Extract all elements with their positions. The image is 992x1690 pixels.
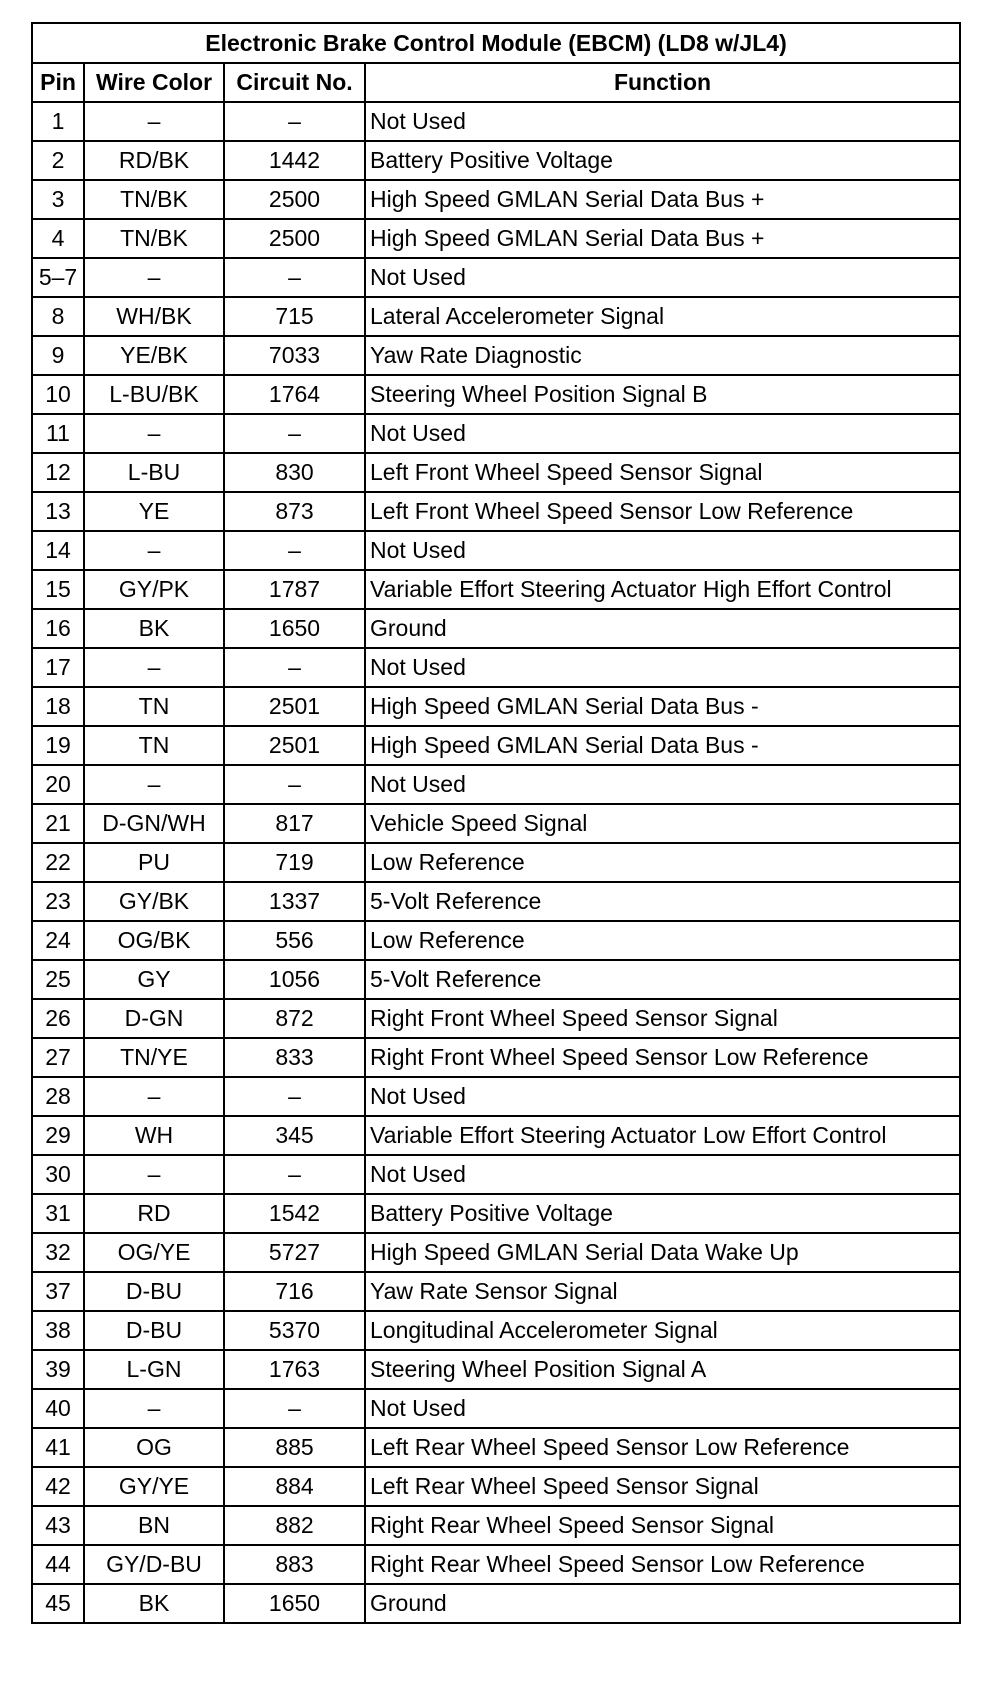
pin-cell: 28 bbox=[32, 1077, 84, 1116]
table-row bbox=[32, 531, 960, 570]
table-row bbox=[32, 1467, 960, 1506]
wire-color-cell: – bbox=[84, 1155, 224, 1194]
function-cell: Not Used bbox=[365, 414, 960, 453]
function-cell: Left Front Wheel Speed Sensor Low Reference bbox=[365, 492, 960, 531]
pin-cell: 21 bbox=[32, 804, 84, 843]
wire-color-cell: TN/BK bbox=[84, 180, 224, 219]
wire-color-cell: BK bbox=[84, 1584, 224, 1623]
pin-cell: 40 bbox=[32, 1389, 84, 1428]
function-cell: Not Used bbox=[365, 531, 960, 570]
pin-cell: 19 bbox=[32, 726, 84, 765]
table-row bbox=[32, 1584, 960, 1623]
pin-cell: 37 bbox=[32, 1272, 84, 1311]
pin-cell: 45 bbox=[32, 1584, 84, 1623]
function-cell: Right Rear Wheel Speed Sensor Low Reference bbox=[365, 1545, 960, 1584]
wire-color-cell: GY bbox=[84, 960, 224, 999]
header-pin: Pin bbox=[32, 63, 84, 102]
pin-cell: 38 bbox=[32, 1311, 84, 1350]
circuit-no-cell: – bbox=[224, 1389, 365, 1428]
wire-color-cell: GY/PK bbox=[84, 570, 224, 609]
pin-cell: 44 bbox=[32, 1545, 84, 1584]
circuit-no-cell: 719 bbox=[224, 843, 365, 882]
function-cell: Not Used bbox=[365, 1077, 960, 1116]
function-cell: Vehicle Speed Signal bbox=[365, 804, 960, 843]
circuit-no-cell: 1650 bbox=[224, 609, 365, 648]
header-function: Function bbox=[365, 63, 960, 102]
table-row bbox=[32, 999, 960, 1038]
wire-color-cell: TN bbox=[84, 687, 224, 726]
table-row bbox=[32, 1155, 960, 1194]
function-cell: Left Front Wheel Speed Sensor Signal bbox=[365, 453, 960, 492]
wire-color-cell: OG/BK bbox=[84, 921, 224, 960]
circuit-no-cell: 2501 bbox=[224, 726, 365, 765]
function-cell: 5-Volt Reference bbox=[365, 882, 960, 921]
circuit-no-cell: – bbox=[224, 1077, 365, 1116]
circuit-no-cell: 1787 bbox=[224, 570, 365, 609]
table-row bbox=[32, 297, 960, 336]
circuit-no-cell: – bbox=[224, 414, 365, 453]
wire-color-cell: D-GN bbox=[84, 999, 224, 1038]
table-row bbox=[32, 609, 960, 648]
table-row bbox=[32, 1311, 960, 1350]
function-cell: Left Rear Wheel Speed Sensor Signal bbox=[365, 1467, 960, 1506]
pin-cell: 14 bbox=[32, 531, 84, 570]
function-cell: Ground bbox=[365, 1584, 960, 1623]
wire-color-cell: TN/YE bbox=[84, 1038, 224, 1077]
wire-color-cell: D-BU bbox=[84, 1272, 224, 1311]
table-row bbox=[32, 960, 960, 999]
pin-cell: 30 bbox=[32, 1155, 84, 1194]
function-cell: Not Used bbox=[365, 258, 960, 297]
pin-cell: 24 bbox=[32, 921, 84, 960]
wire-color-cell: GY/BK bbox=[84, 882, 224, 921]
table-row bbox=[32, 687, 960, 726]
pin-cell: 39 bbox=[32, 1350, 84, 1389]
table-row bbox=[32, 1194, 960, 1233]
circuit-no-cell: – bbox=[224, 102, 365, 141]
wire-color-cell: OG bbox=[84, 1428, 224, 1467]
table-row bbox=[32, 1272, 960, 1311]
table-title: Electronic Brake Control Module (EBCM) (LD8 w/JL4) bbox=[32, 23, 960, 63]
pin-cell: 9 bbox=[32, 336, 84, 375]
table-row bbox=[32, 141, 960, 180]
circuit-no-cell: 716 bbox=[224, 1272, 365, 1311]
function-cell: Not Used bbox=[365, 1389, 960, 1428]
wire-color-cell: – bbox=[84, 531, 224, 570]
wire-color-cell: YE bbox=[84, 492, 224, 531]
function-cell: Right Front Wheel Speed Sensor Low Reference bbox=[365, 1038, 960, 1077]
table-row bbox=[32, 648, 960, 687]
table-row bbox=[32, 492, 960, 531]
circuit-no-cell: – bbox=[224, 648, 365, 687]
function-cell: High Speed GMLAN Serial Data Bus + bbox=[365, 219, 960, 258]
table-row bbox=[32, 804, 960, 843]
wire-color-cell: D-GN/WH bbox=[84, 804, 224, 843]
pin-cell: 12 bbox=[32, 453, 84, 492]
wire-color-cell: – bbox=[84, 1389, 224, 1428]
circuit-no-cell: 2501 bbox=[224, 687, 365, 726]
pin-cell: 26 bbox=[32, 999, 84, 1038]
function-cell: Low Reference bbox=[365, 921, 960, 960]
table-row bbox=[32, 453, 960, 492]
function-cell: High Speed GMLAN Serial Data Wake Up bbox=[365, 1233, 960, 1272]
circuit-no-cell: 884 bbox=[224, 1467, 365, 1506]
wire-color-cell: – bbox=[84, 258, 224, 297]
wire-color-cell: L-BU/BK bbox=[84, 375, 224, 414]
circuit-no-cell: 556 bbox=[224, 921, 365, 960]
function-cell: Left Rear Wheel Speed Sensor Low Reference bbox=[365, 1428, 960, 1467]
function-cell: Steering Wheel Position Signal A bbox=[365, 1350, 960, 1389]
wire-color-cell: – bbox=[84, 648, 224, 687]
function-cell: Low Reference bbox=[365, 843, 960, 882]
circuit-no-cell: 830 bbox=[224, 453, 365, 492]
wire-color-cell: BN bbox=[84, 1506, 224, 1545]
wire-color-cell: RD/BK bbox=[84, 141, 224, 180]
table-row bbox=[32, 1116, 960, 1155]
circuit-no-cell: – bbox=[224, 1155, 365, 1194]
table-row bbox=[32, 765, 960, 804]
circuit-no-cell: 715 bbox=[224, 297, 365, 336]
wire-color-cell: RD bbox=[84, 1194, 224, 1233]
table-row bbox=[32, 726, 960, 765]
wire-color-cell: BK bbox=[84, 609, 224, 648]
circuit-no-cell: 7033 bbox=[224, 336, 365, 375]
pin-cell: 43 bbox=[32, 1506, 84, 1545]
function-cell: Battery Positive Voltage bbox=[365, 141, 960, 180]
circuit-no-cell: 873 bbox=[224, 492, 365, 531]
table-row bbox=[32, 1038, 960, 1077]
pin-cell: 13 bbox=[32, 492, 84, 531]
table-row bbox=[32, 1077, 960, 1116]
function-cell: High Speed GMLAN Serial Data Bus - bbox=[365, 687, 960, 726]
pin-cell: 42 bbox=[32, 1467, 84, 1506]
table-row bbox=[32, 921, 960, 960]
pin-cell: 41 bbox=[32, 1428, 84, 1467]
pin-cell: 2 bbox=[32, 141, 84, 180]
function-cell: High Speed GMLAN Serial Data Bus + bbox=[365, 180, 960, 219]
circuit-no-cell: 833 bbox=[224, 1038, 365, 1077]
pin-cell: 3 bbox=[32, 180, 84, 219]
circuit-no-cell: 872 bbox=[224, 999, 365, 1038]
table-row bbox=[32, 219, 960, 258]
pin-cell: 22 bbox=[32, 843, 84, 882]
pin-cell: 29 bbox=[32, 1116, 84, 1155]
pin-cell: 31 bbox=[32, 1194, 84, 1233]
pin-cell: 8 bbox=[32, 297, 84, 336]
wire-color-cell: TN bbox=[84, 726, 224, 765]
pin-cell: 27 bbox=[32, 1038, 84, 1077]
table-row bbox=[32, 1428, 960, 1467]
pin-cell: 32 bbox=[32, 1233, 84, 1272]
function-cell: Ground bbox=[365, 609, 960, 648]
table-row bbox=[32, 1233, 960, 1272]
wire-color-cell: L-GN bbox=[84, 1350, 224, 1389]
table-row bbox=[32, 414, 960, 453]
function-cell: Not Used bbox=[365, 765, 960, 804]
function-cell: Right Front Wheel Speed Sensor Signal bbox=[365, 999, 960, 1038]
header-row bbox=[32, 63, 960, 102]
wire-color-cell: WH/BK bbox=[84, 297, 224, 336]
circuit-no-cell: – bbox=[224, 531, 365, 570]
table-row bbox=[32, 1506, 960, 1545]
pin-cell: 4 bbox=[32, 219, 84, 258]
function-cell: Yaw Rate Diagnostic bbox=[365, 336, 960, 375]
header-wire-color: Wire Color bbox=[84, 63, 224, 102]
table-row bbox=[32, 336, 960, 375]
pin-cell: 20 bbox=[32, 765, 84, 804]
circuit-no-cell: 2500 bbox=[224, 180, 365, 219]
table-row bbox=[32, 1545, 960, 1584]
circuit-no-cell: – bbox=[224, 258, 365, 297]
wire-color-cell: PU bbox=[84, 843, 224, 882]
function-cell: Right Rear Wheel Speed Sensor Signal bbox=[365, 1506, 960, 1545]
wire-color-cell: WH bbox=[84, 1116, 224, 1155]
circuit-no-cell: 883 bbox=[224, 1545, 365, 1584]
circuit-no-cell: 5370 bbox=[224, 1311, 365, 1350]
title-row bbox=[32, 23, 960, 63]
table-row bbox=[32, 843, 960, 882]
table-row bbox=[32, 1389, 960, 1428]
pin-cell: 17 bbox=[32, 648, 84, 687]
circuit-no-cell: 885 bbox=[224, 1428, 365, 1467]
table-row bbox=[32, 102, 960, 141]
pin-cell: 18 bbox=[32, 687, 84, 726]
pin-cell: 25 bbox=[32, 960, 84, 999]
function-cell: Not Used bbox=[365, 1155, 960, 1194]
function-cell: Battery Positive Voltage bbox=[365, 1194, 960, 1233]
pin-cell: 10 bbox=[32, 375, 84, 414]
pin-cell: 16 bbox=[32, 609, 84, 648]
wire-color-cell: GY/D-BU bbox=[84, 1545, 224, 1584]
circuit-no-cell: 345 bbox=[224, 1116, 365, 1155]
pin-cell: 1 bbox=[32, 102, 84, 141]
circuit-no-cell: 1764 bbox=[224, 375, 365, 414]
circuit-no-cell: 1650 bbox=[224, 1584, 365, 1623]
wire-color-cell: D-BU bbox=[84, 1311, 224, 1350]
pin-cell: 11 bbox=[32, 414, 84, 453]
function-cell: Longitudinal Accelerometer Signal bbox=[365, 1311, 960, 1350]
circuit-no-cell: 882 bbox=[224, 1506, 365, 1545]
pin-cell: 23 bbox=[32, 882, 84, 921]
function-cell: Variable Effort Steering Actuator High Effort Control bbox=[365, 570, 960, 609]
table-body bbox=[32, 102, 960, 1623]
wire-color-cell: – bbox=[84, 102, 224, 141]
circuit-no-cell: 2500 bbox=[224, 219, 365, 258]
header-circuit-no: Circuit No. bbox=[224, 63, 365, 102]
table-row bbox=[32, 1350, 960, 1389]
pin-cell: 15 bbox=[32, 570, 84, 609]
table-row bbox=[32, 882, 960, 921]
circuit-no-cell: 1763 bbox=[224, 1350, 365, 1389]
function-cell: Lateral Accelerometer Signal bbox=[365, 297, 960, 336]
function-cell: High Speed GMLAN Serial Data Bus - bbox=[365, 726, 960, 765]
function-cell: Not Used bbox=[365, 648, 960, 687]
table-row bbox=[32, 180, 960, 219]
circuit-no-cell: 1442 bbox=[224, 141, 365, 180]
wire-color-cell: – bbox=[84, 1077, 224, 1116]
circuit-no-cell: 5727 bbox=[224, 1233, 365, 1272]
function-cell: Variable Effort Steering Actuator Low Effort Control bbox=[365, 1116, 960, 1155]
function-cell: 5-Volt Reference bbox=[365, 960, 960, 999]
wire-color-cell: – bbox=[84, 414, 224, 453]
connector-pinout-table bbox=[31, 22, 961, 1624]
wire-color-cell: YE/BK bbox=[84, 336, 224, 375]
circuit-no-cell: – bbox=[224, 765, 365, 804]
function-cell: Not Used bbox=[365, 102, 960, 141]
table-row bbox=[32, 570, 960, 609]
circuit-no-cell: 1337 bbox=[224, 882, 365, 921]
circuit-no-cell: 1056 bbox=[224, 960, 365, 999]
wire-color-cell: – bbox=[84, 765, 224, 804]
pin-cell: 5–7 bbox=[32, 258, 84, 297]
table-row bbox=[32, 258, 960, 297]
wire-color-cell: TN/BK bbox=[84, 219, 224, 258]
wire-color-cell: GY/YE bbox=[84, 1467, 224, 1506]
circuit-no-cell: 1542 bbox=[224, 1194, 365, 1233]
wire-color-cell: L-BU bbox=[84, 453, 224, 492]
table-row bbox=[32, 375, 960, 414]
circuit-no-cell: 817 bbox=[224, 804, 365, 843]
wire-color-cell: OG/YE bbox=[84, 1233, 224, 1272]
function-cell: Steering Wheel Position Signal B bbox=[365, 375, 960, 414]
function-cell: Yaw Rate Sensor Signal bbox=[365, 1272, 960, 1311]
